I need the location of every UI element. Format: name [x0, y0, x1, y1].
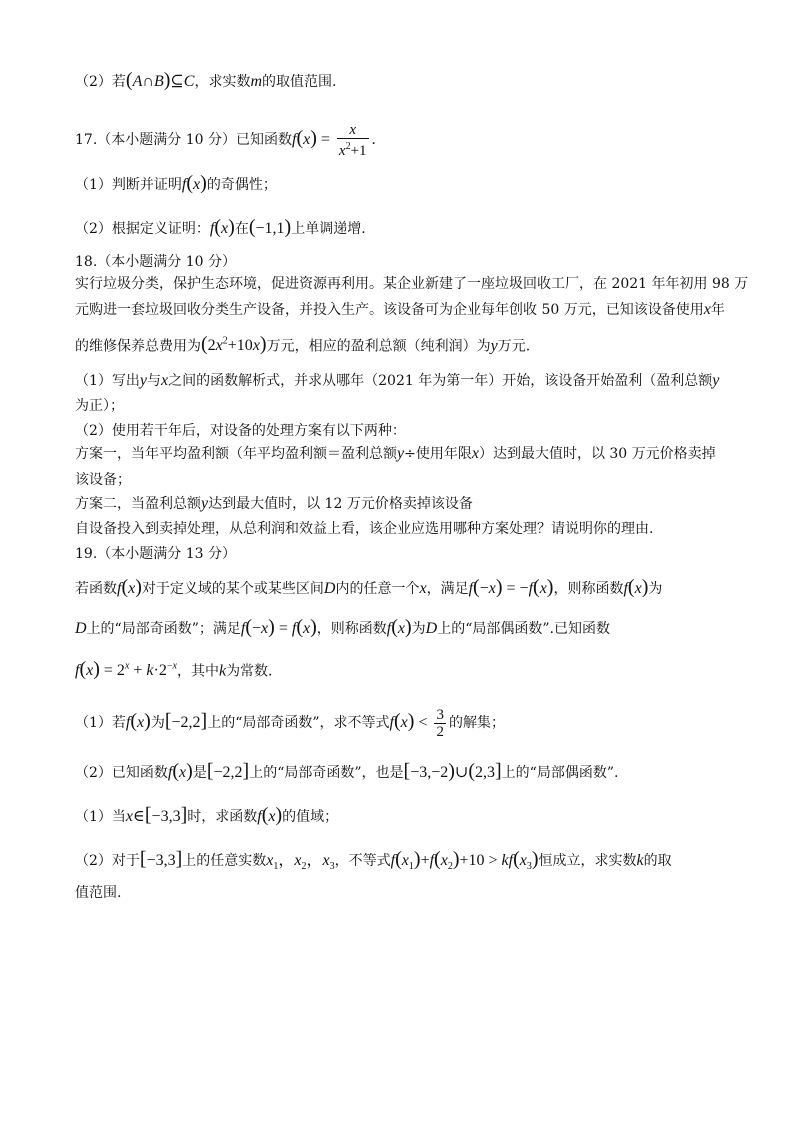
q16-part2-pre: （2）若	[75, 74, 126, 90]
var-D: D	[323, 580, 336, 597]
q18-plan2b: 达到最大值时，以 12 万元价格卖掉该设备	[208, 496, 473, 512]
q19-s2d: 恒成立，求实数	[538, 853, 637, 869]
q19-p2a: （2）已知函数	[75, 765, 168, 781]
formula-union-interval: [−3,−2)∪(2,3]	[403, 760, 502, 782]
q18-para-line3	[75, 333, 530, 355]
formula-fx: f(x)	[181, 172, 207, 194]
var-y: y	[490, 337, 498, 355]
q19-s1c: 的值域；	[282, 809, 339, 825]
q18-p3c: 万元.	[497, 338, 531, 355]
q17-part2-pre: （2）根据定义证明：	[75, 221, 210, 237]
var-x: x	[419, 580, 427, 597]
var-y: y	[201, 495, 209, 512]
q19-s1b: 时，求函数	[187, 809, 258, 825]
var-m: m	[250, 73, 263, 90]
formula-fx: f(x)	[167, 760, 193, 782]
q19-l2c: 为	[411, 621, 426, 637]
q19-p2d: 上的“局部偶函数”.	[501, 765, 619, 781]
q18-p2b: 年	[710, 302, 725, 318]
q19-l2a: 上的“局部奇函数”；满足	[86, 621, 241, 637]
formula-f-def: f(x) = $\frac{x}{x^2+1}$ .	[291, 122, 376, 159]
var-k: k	[636, 852, 644, 869]
q18-part2: （2）使用若干年后，对设备的处理方案有以下两种：	[75, 423, 406, 439]
q16-part2-mid: ，求实数	[194, 74, 251, 90]
q18-plan2a: 方案二，当盈利总额	[75, 496, 201, 512]
var-D: D	[75, 620, 87, 637]
q19-p1a: （1）若	[75, 715, 126, 732]
q19-s2e: 的取	[643, 853, 672, 869]
var-x: x	[703, 301, 711, 318]
q19-p1d: 的解集；	[448, 715, 505, 732]
q19-s1a: （1）当	[75, 809, 126, 825]
q18-part1b: 与	[147, 373, 162, 389]
q19-s2a: （2）对于	[75, 853, 140, 869]
formula-x1-x2-x3: $x_1$，$x_2$，$x_3$	[266, 852, 335, 873]
q19-s2b: 上的任意实数	[182, 853, 267, 869]
q19-s2c: ，不等式	[334, 853, 391, 869]
q19-l1e: ，则称函数	[553, 581, 624, 597]
formula-interval-neg3-3: [−3,3]	[139, 848, 183, 870]
formula-inequality: f(x) < $\frac{3}{2}$	[389, 707, 444, 740]
q18-final: 自设备投入到卖掉处理，从总利润和效益上看，该企业应选用哪种方案处理？请说明你的理由.	[75, 521, 654, 537]
q18-header: 18.（本小题满分 10 分）	[75, 254, 236, 270]
q18-part1a: （1）写出	[75, 373, 140, 389]
var-x: x	[471, 445, 479, 462]
q19-part2	[75, 762, 618, 782]
var-D: D	[425, 620, 438, 637]
formula-fx: f(x)	[117, 576, 142, 598]
formula-odd-condition: f(−x) = −f(x)	[468, 576, 554, 598]
q19-l1b: 对于定义域的某个或某些区间	[141, 581, 324, 597]
q19-sub2-line2: 值范围.	[75, 885, 122, 901]
q18-para-line1: 实行垃圾分类，保护生态环境，促进资源再利用。某企业新建了一座垃圾回收工厂，在 2021 年年初用 98 万	[75, 276, 749, 292]
formula-inequality-k: $f(x_1)+f(x_2)+10 > kf(x_3)$	[390, 848, 539, 873]
formula-interval-neg2-2: [−2,2]	[164, 710, 208, 733]
var-k: k	[218, 662, 227, 680]
formula-even-condition: f(−x) = f(x)	[240, 616, 317, 638]
q19-l2d: 上的“局部偶函数”.已知函数	[437, 621, 610, 637]
q18-para-line2	[75, 301, 725, 319]
formula-f-definition: $f(x) = 2^x + k\cdot 2^{-x}$	[75, 658, 177, 681]
q18-plan1c: ）达到最大值时，以 30 万元价格卖掉	[478, 446, 716, 462]
q17-header-text: 17.（本小题满分 10 分）已知函数	[75, 132, 292, 149]
q19-part1	[75, 707, 505, 740]
formula-interval-neg2-2: [−2,2]	[206, 760, 250, 782]
q18-part1c: 之间的函数解析式，并求从哪年（2021 年为第一年）开始，该设备开始盈利（盈利总额	[168, 373, 713, 389]
q19-l1a: 若函数	[75, 581, 117, 597]
var-x: x	[161, 372, 169, 389]
q18-plan2	[75, 495, 473, 513]
q18-plan1-line2: 该设备；	[75, 472, 131, 488]
q18-plan1b: ÷使用年限	[404, 446, 472, 462]
q19-l3b: 为常数.	[226, 663, 273, 680]
q19-sub2-line1	[75, 850, 672, 876]
q16-part2-post: 的取值范围.	[262, 74, 337, 90]
q19-l1c: 内的任意一个	[335, 581, 420, 597]
formula-fx: f(x)	[209, 216, 235, 238]
var-y: y	[139, 372, 148, 389]
q18-p3b: 万元，相应的盈利总额（纯利润）为	[266, 338, 491, 355]
q19-l1f: 为	[648, 581, 663, 597]
q18-p2a: 元购进一套垃圾回收分类生产设备，并投入生产。该设备可为企业每年创收 50 万元，已知该设备使用	[75, 302, 704, 318]
q19-p2c: 上的“局部奇函数”，也是	[249, 765, 404, 781]
q18-part1-line1	[75, 372, 719, 390]
q18-p3a: 的维修保养总费用为	[75, 338, 201, 355]
q17-part2-mid: 在	[234, 221, 249, 237]
q16-part2	[75, 71, 336, 91]
formula-interval-neg1-1: (−1,1)	[248, 216, 292, 238]
formula-maintenance-cost: $(2x^2+10x)$	[201, 333, 267, 356]
q18-plan1a: 方案一，当年平均盈利额（年平均盈利额＝盈利总额	[75, 446, 397, 462]
q17-header	[75, 122, 376, 159]
q19-line3	[75, 658, 273, 680]
var-y: y	[397, 445, 405, 462]
formula-fx: f(x)	[125, 710, 151, 733]
q19-p2b: 是	[192, 765, 207, 781]
q19-l1d: ，满足	[426, 581, 469, 597]
q19-l2b: ，则称函数	[316, 621, 387, 637]
q19-p1b: 为	[150, 715, 165, 732]
q19-line1	[75, 578, 662, 598]
formula-fx: f(x)	[623, 576, 649, 598]
formula-x-in-interval: x∈[−3,3]	[125, 804, 188, 826]
q17-part1-pre: （1）判断并证明	[75, 177, 182, 193]
q19-sub1	[75, 806, 338, 826]
q17-part1	[75, 174, 277, 194]
q19-l3a: ，其中	[176, 663, 219, 680]
q18-plan1-line1	[75, 445, 716, 463]
q18-part1-line2: 为正）；	[75, 398, 124, 414]
q17-part2-post: 上单调递增.	[291, 221, 366, 237]
var-y: y	[712, 372, 720, 389]
q17-part2	[75, 218, 366, 238]
q17-part1-post: 的奇偶性；	[206, 177, 277, 193]
q19-p1c: 上的“局部奇函数”，求不等式	[207, 715, 390, 732]
formula-fx: f(x)	[257, 804, 283, 826]
formula-a-intersect-b-subset-c: (A∩B)⊆C	[125, 69, 195, 91]
formula-fx: f(x)	[386, 616, 412, 638]
q19-line2	[75, 618, 610, 638]
q19-header: 19.（本小题满分 13 分）	[75, 546, 236, 562]
